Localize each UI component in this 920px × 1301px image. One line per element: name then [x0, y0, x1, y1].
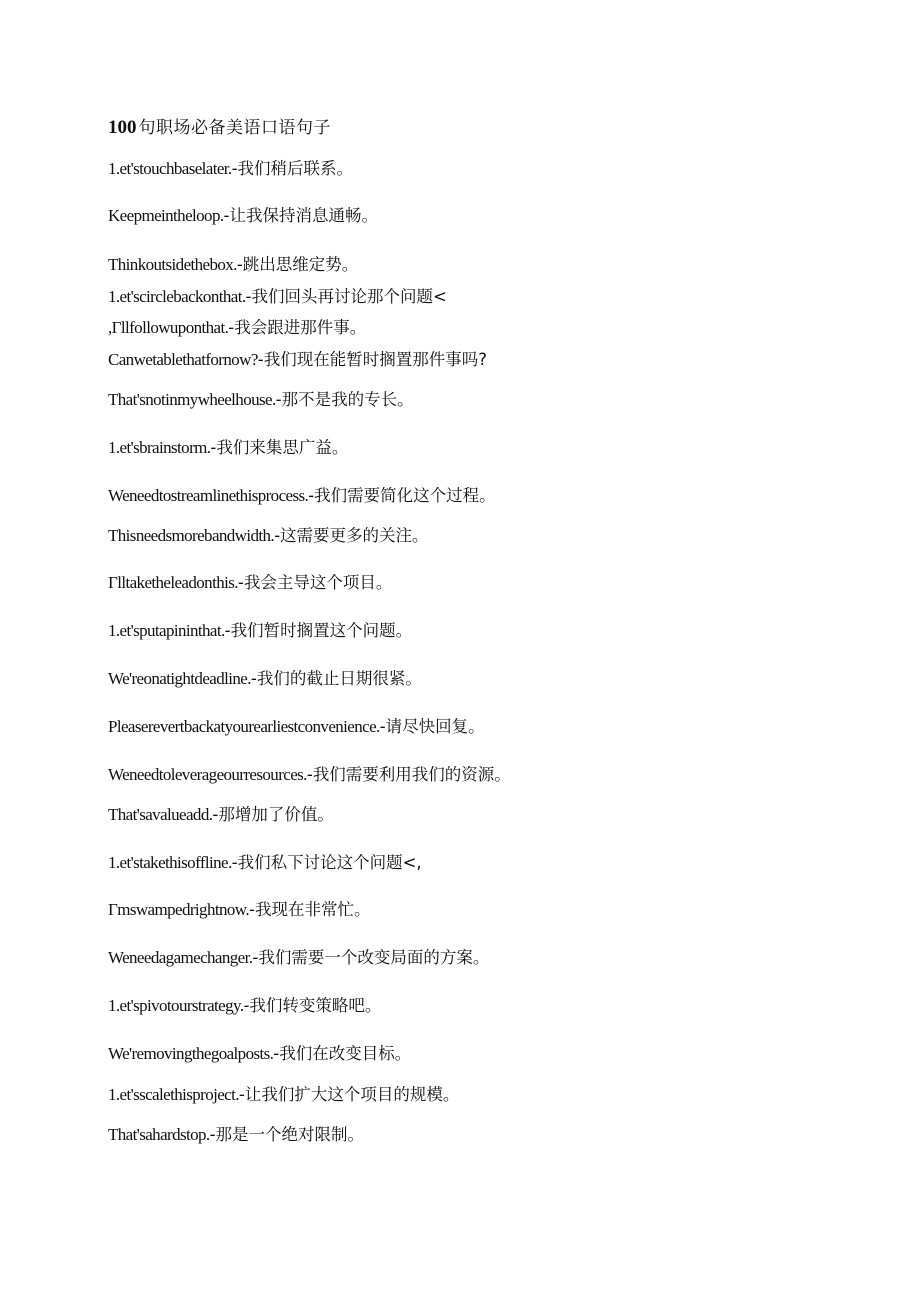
- phrase-english: Thisneedsmorebandwidth.: [108, 526, 275, 545]
- phrase-english: 1.et'sscalethisproject.: [108, 1085, 239, 1104]
- phrase-chinese: -我们暂时搁置这个问题。: [224, 621, 413, 640]
- phrase-line: [108, 667, 422, 691]
- phrase-line: [108, 285, 447, 309]
- phrase-chinese: -我会跟进那件事。: [228, 318, 367, 337]
- phrase-line: [108, 946, 489, 970]
- phrase-line: [108, 388, 414, 412]
- phrase-chinese: -我们转变策略吧。: [243, 996, 382, 1015]
- phrase-line: [108, 253, 358, 277]
- phrase-english: That'savalueadd.: [108, 805, 213, 824]
- phrase-chinese: -让我保持消息通畅。: [223, 206, 378, 225]
- phrase-chinese: -我们私下讨论这个问题<,: [231, 853, 422, 872]
- phrase-english: ,Γllfollowuponthat.: [108, 318, 229, 337]
- phrase-english: Γlltaketheleadonthis.: [108, 573, 238, 592]
- phrase-line: [108, 898, 370, 922]
- title-number: 100: [108, 117, 137, 138]
- phrase-chinese: -我们现在能暂时搁置那件事吗?: [257, 350, 487, 369]
- phrase-chinese: -那增加了价值。: [212, 805, 334, 824]
- phrase-line: [108, 524, 429, 548]
- phrase-chinese: -我们稍后联系。: [231, 159, 354, 178]
- phrase-chinese: -我们在改变目标。: [273, 1044, 412, 1063]
- phrase-line: [108, 204, 378, 228]
- phrase-line: [108, 619, 412, 643]
- phrase-line: [108, 484, 496, 508]
- phrase-english: That'snotinmywheelhouse.: [108, 390, 276, 409]
- phrase-chinese: -跳出思维定势。: [236, 255, 359, 274]
- phrase-line: [108, 1123, 364, 1147]
- phrase-english: Weneedagamechanger.: [108, 948, 253, 967]
- phrase-line: [108, 157, 353, 181]
- phrase-line: [108, 348, 487, 372]
- phrase-english: Weneedtostreamlinethisprocess.: [108, 486, 309, 505]
- phrase-chinese: -我们回头再讨论那个问题<: [245, 287, 447, 306]
- phrase-english: 1.et'sputapininthat.: [108, 621, 225, 640]
- phrase-chinese: -我们需要简化这个过程。: [308, 486, 496, 505]
- phrase-line: [108, 316, 366, 340]
- phrase-line: [108, 1083, 459, 1107]
- phrase-english: 1.et'stakethisoffline.: [108, 853, 232, 872]
- phrase-english: Canwetablethatfornow?: [108, 350, 258, 369]
- phrase-chinese: -我们需要利用我们的资源。: [306, 765, 511, 784]
- phrase-english: That'sahardstop.: [108, 1125, 210, 1144]
- phrase-english: Pleaserevertbackatyourearliestconvenience.: [108, 717, 380, 736]
- phrase-english: Weneedtoleverageourresources.: [108, 765, 307, 784]
- phrase-chinese: -让我们扩大这个项目的规模。: [238, 1085, 460, 1104]
- phrase-chinese: -我们的截止日期很紧。: [250, 669, 422, 688]
- phrase-chinese: -我现在非常忙。: [249, 900, 371, 919]
- phrase-line: [108, 436, 348, 460]
- phrase-english: Keepmeintheloop.: [108, 206, 224, 225]
- title-text: 句职场必备美语口语句子: [138, 118, 331, 138]
- phrase-line: [108, 571, 392, 595]
- phrase-chinese: -请尽快回复。: [379, 717, 485, 736]
- phrase-english: 1.et'scirclebackonthat.: [108, 287, 246, 306]
- phrase-english: We'reonatightdeadline.: [108, 669, 251, 688]
- phrase-chinese: -那不是我的专长。: [275, 390, 414, 409]
- phrase-line: [108, 763, 511, 787]
- phrase-line: [108, 994, 381, 1018]
- phrase-english: 1.et'sbrainstorm.: [108, 438, 211, 457]
- document-title: [108, 114, 331, 141]
- phrase-english: 1.et'spivotourstrategy.: [108, 996, 244, 1015]
- phrase-chinese: -这需要更多的关注。: [274, 526, 429, 545]
- phrase-english: Thinkoutsidethebox.: [108, 255, 237, 274]
- phrase-chinese: -那是一个绝对限制。: [209, 1125, 365, 1144]
- phrase-chinese: -我们需要一个改变局面的方案。: [252, 948, 490, 967]
- phrase-line: [108, 1042, 411, 1066]
- phrase-line: [108, 715, 485, 739]
- phrase-line: [108, 851, 422, 875]
- phrase-line: [108, 803, 334, 827]
- phrase-english: 1.et'stouchbaselater.: [108, 159, 232, 178]
- phrase-english: Γmswampedrightnow.: [108, 900, 249, 919]
- phrase-chinese: -我们来集思广益。: [210, 438, 349, 457]
- phrase-chinese: -我会主导这个项目。: [237, 573, 393, 592]
- phrase-english: We'removingthegoalposts.: [108, 1044, 274, 1063]
